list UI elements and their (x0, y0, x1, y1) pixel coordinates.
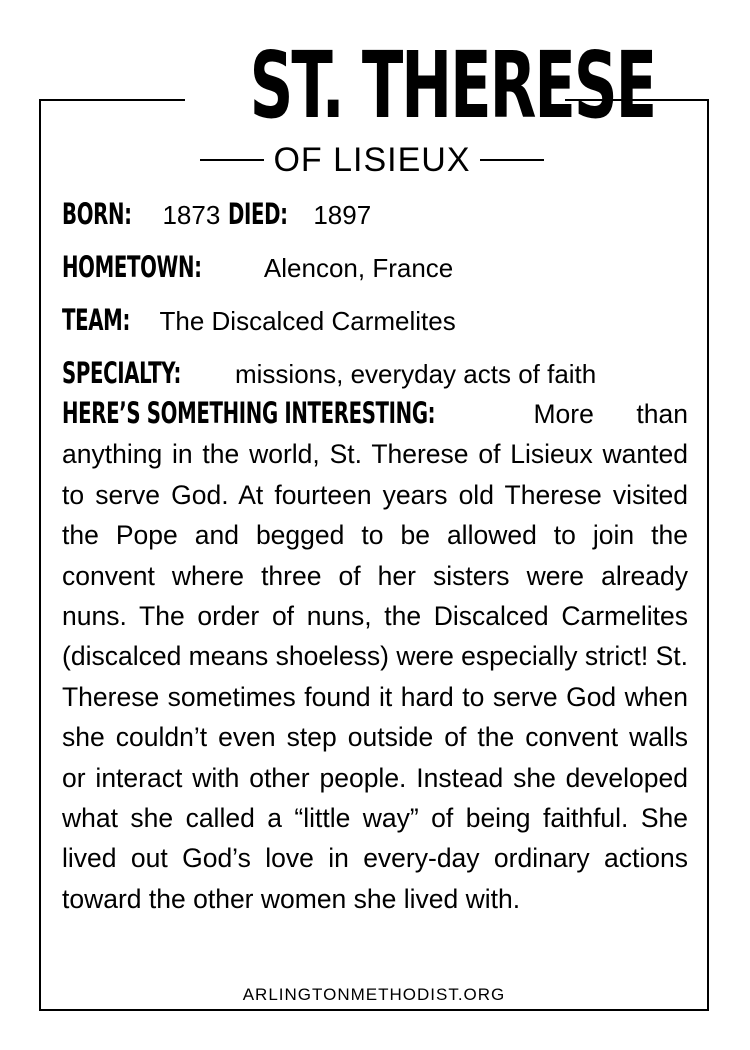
born-label: BORN: (62, 197, 132, 231)
subtitle-rule-left (200, 159, 264, 161)
team-value: The Discalced Carmelites (159, 306, 456, 336)
subtitle-rule-right (480, 159, 544, 161)
died-value: 1897 (313, 200, 372, 230)
specialty-value: missions, everyday acts of faith (234, 359, 597, 389)
specialty-label: SPECIALTY: (62, 356, 182, 390)
title-block (185, 28, 656, 148)
subtitle-row (186, 140, 558, 180)
hometown-value: Alencon, France (263, 253, 454, 283)
born-value: 1873 (162, 200, 221, 230)
interesting-paragraph (62, 393, 688, 919)
team-line (62, 294, 688, 347)
died-label: DIED: (227, 197, 288, 231)
footer-website: ARLINGTONMETHODIST.ORG (242, 985, 506, 1004)
hometown-line (62, 241, 688, 294)
born-died-line (62, 188, 688, 241)
page-subtitle: OF LISIEUX (273, 140, 471, 179)
card-content (62, 188, 688, 919)
interesting-label: HERE’S SOMETHING INTERESTING: (62, 396, 436, 430)
interesting-text: More than anything in the world, St. Therese of Lisieux wanted to serve God. At fourteen years old Therese visited the Pope and begged to be allowed to join the convent where three of her sisters were already nuns. The order of nuns, the Discalced Carmelites (discalced means shoeless) were especially strict! St. Therese sometimes found it hard to serve God when she couldn’t even step outside of the convent walls or interact with other people. Instead she developed what she called a “little way” of being faithful. She lived out God’s love in every-day ordinary actions toward the other women she lived with. (62, 399, 688, 914)
page-title: ST. THERESE (249, 32, 656, 139)
team-label: TEAM: (62, 303, 130, 337)
hometown-label: HOMETOWN: (62, 250, 202, 284)
